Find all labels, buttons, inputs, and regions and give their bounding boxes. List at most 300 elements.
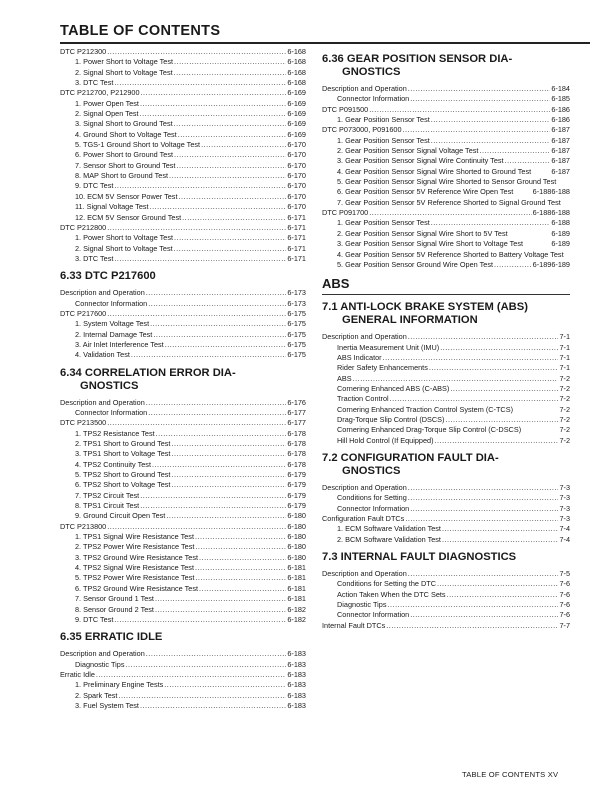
dot-leader [155,594,286,604]
toc-entry[interactable] [60,244,306,254]
toc-entry[interactable] [60,584,306,594]
toc-entry-title: ABS [337,373,352,383]
toc-entry-page: 6-179 [287,470,306,480]
dot-leader [174,57,286,67]
toc-entry-title: 2. Gear Position Sensor Signal Voltage Test [337,146,479,156]
dot-leader [195,532,286,542]
toc-entry-page: 7-6 [559,610,570,620]
toc-entry-title: 11. Signal Voltage Test [75,202,149,212]
toc-entry[interactable] [322,514,570,524]
toc-entry[interactable] [60,439,306,449]
toc-entry-page: 6-181 [287,594,306,604]
toc-entry[interactable] [60,88,306,98]
toc-entry[interactable] [60,418,306,428]
dot-leader [369,208,531,218]
section-heading-text: 6.35 ERRATIC IDLE [60,631,163,644]
toc-entry-page: 6-187 [551,125,570,135]
title-divider [60,42,590,44]
toc-entry-page: 6-184 [551,84,570,93]
section-heading-text: 7.1 ANTI-LOCK BRAKE SYSTEM (ABS) [322,301,528,314]
toc-entry[interactable] [322,146,570,156]
dot-leader [195,563,286,573]
section-heading-text-cont: GNOSTICS [342,464,401,477]
dot-leader [437,579,558,589]
dot-leader [435,436,559,446]
toc-entry-page: 6-173 [287,298,306,308]
toc-entry[interactable] [60,109,306,119]
dot-leader [174,244,287,254]
toc-entry-title: Action Taken When the DTC Sets [337,589,446,599]
dot-leader [171,449,286,459]
toc-entry[interactable] [60,398,306,408]
toc-entry-page: 7-1 [559,363,570,373]
toc-entry[interactable] [60,573,306,583]
toc-entry[interactable] [60,192,306,202]
toc-entry-page: 6-168 [287,67,306,77]
toc-entry-page: 6-181 [287,583,306,593]
toc-entry[interactable] [60,288,306,298]
toc-entry-page: 6-183 [287,700,306,710]
toc-entry[interactable] [322,600,570,610]
dot-leader [171,470,286,480]
dot-leader [431,136,551,146]
toc-entry[interactable] [60,119,306,129]
toc-entry-title: DTC P073000, P091600 [322,125,402,135]
toc-entry-page: 6-188 [532,187,552,197]
toc-entry[interactable] [60,670,306,680]
toc-entry-page: 6-170 [287,202,306,212]
toc-entry[interactable] [60,330,306,340]
toc-entry[interactable] [322,218,570,228]
section-heading-6-34-correlation-error-dia [60,367,306,393]
toc-entry-title: 2. Spark Test [75,690,118,700]
toc-entry-page: 6-189 [532,259,552,269]
toc-entry[interactable] [60,202,306,212]
toc-entry-page: 7-2 [559,414,570,424]
toc-entry-page: 6-173 [287,288,306,298]
dot-leader [153,330,286,340]
toc-entry[interactable] [322,84,570,94]
toc-entry-title: Description and Operation [322,84,407,93]
chapter-heading-abs: ABS [322,276,570,295]
toc-entry[interactable] [60,254,306,264]
toc-entry-title: DTC P212800 [60,222,107,232]
toc-entry[interactable] [322,621,570,631]
dot-leader [410,94,550,104]
toc-entry-page: 6-170 [287,160,306,170]
dot-leader [353,374,559,384]
toc-entry[interactable] [322,105,570,115]
toc-entry-title: 5. Gear Position Sensor Signal Wire Shorted to Sensor Ground Test [337,177,557,187]
toc-entry-title: 1. Power Short to Voltage Test [75,233,174,243]
dot-leader [195,542,286,552]
toc-entry[interactable] [322,394,570,404]
toc-entry[interactable] [60,340,306,350]
dot-leader [107,418,286,428]
toc-entry[interactable] [60,130,306,140]
toc-entry-title: Cornering Enhanced ABS (C-ABS) [337,383,450,393]
dot-leader [369,105,550,115]
dot-leader [171,480,286,490]
toc-entry-page: 6-169 [287,129,306,139]
dot-leader [386,621,558,631]
toc-entry-title: 6. TPS2 Ground Wire Resistance Test [75,583,199,593]
toc-entry[interactable] [60,680,306,690]
dot-leader [164,680,286,690]
toc-entry-title: 2. Gear Position Sensor Signal Wire Short to 5V Test [337,228,508,238]
toc-entry[interactable] [60,470,306,480]
toc-entry-page: 6-183 [287,680,306,690]
toc-entry-page: 7-1 [559,342,570,352]
toc-entry-title: 3. TPS2 Ground Wire Resistance Test [75,552,199,562]
toc-entry-page: 7-4 [559,534,570,544]
dot-leader [152,460,286,470]
toc-entry-title: Description and Operation [60,649,145,659]
section-heading-text-cont: GENERAL INFORMATION [342,314,478,327]
toc-entry[interactable] [322,353,570,363]
toc-entry[interactable] [60,594,306,604]
toc-entry-title: Hill Hold Control (If Equipped) [337,435,434,445]
toc-entry[interactable] [322,239,570,249]
toc-entry-title: Description and Operation [60,288,145,298]
toc-entry-title: 7. Sensor Short to Ground Test [75,160,176,170]
section-heading-text: 7.3 INTERNAL FAULT DIAGNOSTICS [322,551,517,564]
toc-entry-title: 1. TPS2 Resistance Test [75,428,155,438]
toc-entry[interactable] [60,47,306,57]
toc-entry-page: 6-187 [551,166,570,176]
dot-leader [166,511,286,521]
dot-leader [148,299,286,309]
toc-entry-title: Conditions for Setting [337,493,407,503]
toc-entry-title: 5. Gear Position Sensor Ground Wire Open Test [337,259,494,269]
dot-leader [118,691,286,701]
toc-entry-title: DTC P212300 [60,47,107,56]
toc-entry-page: 6-171 [287,243,306,253]
dot-leader [148,408,286,418]
toc-entry-page: 6-189 [551,228,570,238]
toc-entry-page: 7-2 [559,383,570,393]
toc-entry-page: 6-175 [287,319,306,329]
toc-entry-page: 7-2 [559,435,570,445]
toc-entry-title: Description and Operation [60,397,145,407]
toc-entry[interactable] [322,94,570,104]
toc-entry-page: 7-4 [559,524,570,534]
toc-entry[interactable] [60,78,306,88]
dot-leader [408,84,551,94]
toc-entry-page: 7-5 [559,569,570,579]
dot-leader [479,146,550,156]
toc-entry-page: 6-182 [287,614,306,624]
toc-entry[interactable] [60,309,306,319]
toc-entry[interactable] [60,605,306,615]
toc-entry-title: Description and Operation [322,482,407,492]
section-heading-text: 7.2 CONFIGURATION FAULT DIA- [322,451,499,464]
toc-entry-page: 6-170 [287,171,306,181]
toc-entry[interactable] [60,68,306,78]
toc-entry-page: 6-170 [287,150,306,160]
toc-entry-page: 6-171 [287,233,306,243]
toc-entry-title: 1. Gear Position Sensor Test [337,135,430,145]
toc-entry[interactable] [322,115,570,125]
toc-entry-title: 4. Validation Test [75,350,130,360]
dot-leader [408,483,559,493]
dot-leader [442,535,558,545]
dot-leader [447,590,559,600]
toc-entry[interactable] [322,332,570,342]
toc-entry[interactable] [60,691,306,701]
toc-entry-page: 6-171 [287,253,306,263]
toc-entry[interactable] [60,542,306,552]
toc-entry-page: 6-188 [551,218,570,228]
toc-entry-page: 6-176 [287,397,306,407]
dot-leader [431,115,551,125]
toc-entry-title: 3. Fuel System Test [75,700,139,710]
dot-leader [146,398,287,408]
toc-entry-title: 4. Ground Short to Voltage Test [75,129,177,139]
toc-entry[interactable] [322,436,570,446]
page-title: TABLE OF CONTENTS [60,23,221,39]
section-heading-text-cont: GNOSTICS [342,66,401,78]
dot-leader [178,192,286,202]
toc-entry-page: 6-181 [287,573,306,583]
toc-entry[interactable] [60,460,306,470]
toc-entry-title: 3. Air Inlet Interference Test [75,339,164,349]
toc-entry-page: 7-3 [559,482,570,492]
toc-entry-title: 2. TPS1 Short to Ground Test [75,439,171,448]
toc-entry[interactable] [60,408,306,418]
toc-entry[interactable] [60,701,306,711]
toc-entry[interactable] [322,425,570,435]
toc-entry[interactable] [322,208,551,218]
toc-entry-title: 5. TPS2 Short to Ground Test [75,470,171,480]
toc-entry[interactable] [322,260,551,270]
dot-leader [182,213,286,223]
toc-entry-title: 1. System Voltage Test [75,319,150,329]
dot-leader [107,47,286,57]
toc-entry-title: 3. TPS1 Short to Voltage Test [75,449,171,459]
toc-entry-title: 6. TPS2 Short to Voltage Test [75,480,171,490]
toc-entry-page: 6-179 [287,490,306,500]
toc-entry[interactable] [322,229,570,239]
toc-entry-title: 8. MAP Short to Ground Test [75,171,169,181]
toc-entry[interactable] [322,610,570,620]
toc-entry[interactable] [60,140,306,150]
toc-entry-page: 6-189 [551,239,570,249]
toc-entry-title: Configuration Fault DTCs [322,514,405,523]
toc-entry-title: DTC P212700, P212900 [60,88,140,98]
toc-entry-title: Drag-Torque Slip Control (DSCS) [337,414,445,424]
toc-entry-page: 6-186 [551,115,570,125]
toc-entry-title: Cornering Enhanced Drag-Torque Slip Control (C-DSCS) [337,425,522,435]
dot-leader [445,415,558,425]
toc-entry[interactable] [60,223,306,233]
toc-entry[interactable] [60,171,306,181]
dot-leader [107,309,286,319]
toc-entry-title: 12. ECM 5V Sensor Ground Test [75,212,182,222]
toc-entry[interactable] [60,161,306,171]
toc-entry-title: Conditions for Setting the DTC [337,579,436,589]
toc-entry-page: 6-178 [287,439,306,448]
toc-entry[interactable] [322,405,570,415]
toc-entry[interactable] [60,553,306,563]
toc-entry-page: 6-188 [551,187,570,197]
toc-entry-page: 6-175 [287,308,306,318]
section-heading-7-3-internal-fault-diagnostics [322,551,570,564]
toc-entry[interactable] [322,125,570,135]
section-heading-6-35-erratic-idle [60,631,306,644]
toc-entry[interactable] [60,181,306,191]
toc-entry-page: 6-171 [287,222,306,232]
toc-entry[interactable] [322,156,570,166]
toc-entry-page: 7-3 [559,514,570,523]
dot-leader [429,363,559,373]
toc-entry-title: Diagnostic Tips [75,659,125,669]
toc-entry[interactable] [322,535,570,545]
toc-entry-title: 8. Sensor Ground 2 Test [75,604,154,614]
toc-entry-title: 2. Signal Open Test [75,109,139,119]
toc-entry-title: 1. Preliminary Engine Tests [75,680,164,690]
toc-entry-page: 7-2 [559,425,570,435]
toc-entry-page: 6-170 [287,191,306,201]
dot-leader [107,223,286,233]
toc-entry[interactable] [322,415,570,425]
toc-entry[interactable] [60,615,306,625]
toc-entry[interactable] [322,483,570,493]
toc-left-column [60,47,306,711]
toc-entry[interactable] [60,429,306,439]
toc-entry[interactable] [60,511,306,521]
toc-entry[interactable] [60,649,306,659]
toc-entry[interactable] [322,187,570,197]
toc-entry-title: 4. TPS2 Continuity Test [75,459,151,469]
dot-leader [174,68,287,78]
dot-leader [140,501,286,511]
toc-entry-title: Rider Safety Enhancements [337,363,428,373]
toc-entry-title: Connector Information [337,94,410,104]
toc-entry[interactable] [322,504,570,514]
dot-leader [96,670,286,680]
toc-entry-title: 1. Gear Position Sensor Test [337,218,430,228]
toc-entry-page: 7-1 [559,352,570,362]
dot-leader [494,260,532,270]
toc-entry-title: 1. Power Open Test [75,98,139,108]
toc-entry-page: 7-7 [559,620,570,630]
toc-entry-page: 6-178 [287,449,306,459]
toc-entry[interactable] [60,57,306,67]
toc-entry-title: 7. TPS2 Circuit Test [75,490,140,500]
toc-entry[interactable] [60,660,306,670]
toc-entry[interactable] [60,233,306,243]
toc-entry[interactable] [60,449,306,459]
toc-entry-title: 1. Power Short to Voltage Test [75,57,174,67]
toc-entry[interactable] [322,569,570,579]
toc-entry-title: 6. Gear Position Sensor 5V Reference Wire Open Test [337,187,514,197]
section-heading-6-36-gear-position-sensor-dia [322,53,570,79]
toc-entry-page: 6-171 [287,212,306,222]
toc-entry-title: DTC P091700 [322,208,369,218]
toc-entry[interactable] [60,299,306,309]
toc-entry[interactable] [60,563,306,573]
toc-entry-page: 6-168 [287,78,306,88]
toc-entry[interactable] [60,491,306,501]
toc-entry-page: 6-186 [551,104,570,114]
toc-entry[interactable] [60,319,306,329]
dot-leader [403,125,551,135]
toc-entry-page: 6-180 [287,521,306,531]
toc-entry[interactable] [60,532,306,542]
toc-entry[interactable] [322,136,570,146]
toc-entry-page: 7-2 [559,373,570,383]
toc-entry[interactable] [60,350,306,360]
toc-entry-title: 2. Signal Short to Voltage Test [75,243,173,253]
toc-entry-title: Connector Information [75,407,148,417]
dot-leader [140,109,287,119]
dot-leader [174,150,286,160]
toc-entry-page: 6-183 [287,669,306,679]
toc-entry[interactable] [60,522,306,532]
toc-entry[interactable] [322,384,570,394]
toc-entry-title: 5. TPS2 Power Wire Resistance Test [75,573,195,583]
page-footer: TABLE OF CONTENTS XV [462,770,559,779]
toc-entry-title: DTC P213500 [60,418,107,428]
toc-entry[interactable] [322,374,570,384]
toc-entry-title: 9. Ground Circuit Open Test [75,511,166,521]
toc-entry[interactable] [322,167,570,177]
toc-entry[interactable] [322,590,570,600]
toc-entry-title: 2. Internal Damage Test [75,329,153,339]
toc-entry-title: 8. TPS1 Circuit Test [75,501,140,511]
dot-leader [146,649,287,659]
toc-entry[interactable] [322,524,570,534]
toc-entry[interactable] [322,579,570,589]
toc-entry[interactable] [322,343,570,353]
toc-entry-title: DTC P213800 [60,521,107,531]
toc-entry-page: 6-175 [287,329,306,339]
toc-entry[interactable] [60,150,306,160]
toc-entry-title: DTC P091500 [322,104,369,114]
toc-entry-page: 6-185 [551,94,570,104]
dot-leader [141,88,287,98]
toc-entry[interactable] [60,213,306,223]
toc-entry-page: 6-189 [551,259,570,269]
dot-leader [114,615,286,625]
toc-entry-page: 7-3 [559,493,570,503]
toc-entry-page: 6-178 [287,459,306,469]
toc-entry-title: 5. TGS-1 Ground Short to Voltage Test [75,140,201,150]
dot-leader [387,600,558,610]
dot-leader [171,439,286,449]
section-heading-text: 6.36 GEAR POSITION SENSOR DIA- [322,53,513,65]
toc-entry-title: 3. Signal Short to Ground Test [75,119,173,129]
section-heading-7-2-configuration-fault-dia [322,452,570,478]
toc-entry[interactable] [60,501,306,511]
dot-leader [410,504,558,514]
toc-entry[interactable] [60,99,306,109]
dot-leader [178,130,287,140]
toc-entry[interactable] [322,493,570,503]
dot-leader [505,156,551,166]
toc-entry-title: 6. Power Short to Ground Test [75,150,174,160]
dot-leader [390,394,559,404]
dot-leader [140,99,286,109]
toc-entry-page: 6-182 [287,604,306,614]
toc-entry-page: 7-6 [559,579,570,589]
dot-leader [199,553,286,563]
section-heading-7-1-anti-lock-brake-system-abs [322,301,570,327]
toc-entry-title: 1. Gear Position Sensor Test [337,115,430,125]
toc-entry[interactable] [322,363,570,373]
toc-entry[interactable] [60,480,306,490]
